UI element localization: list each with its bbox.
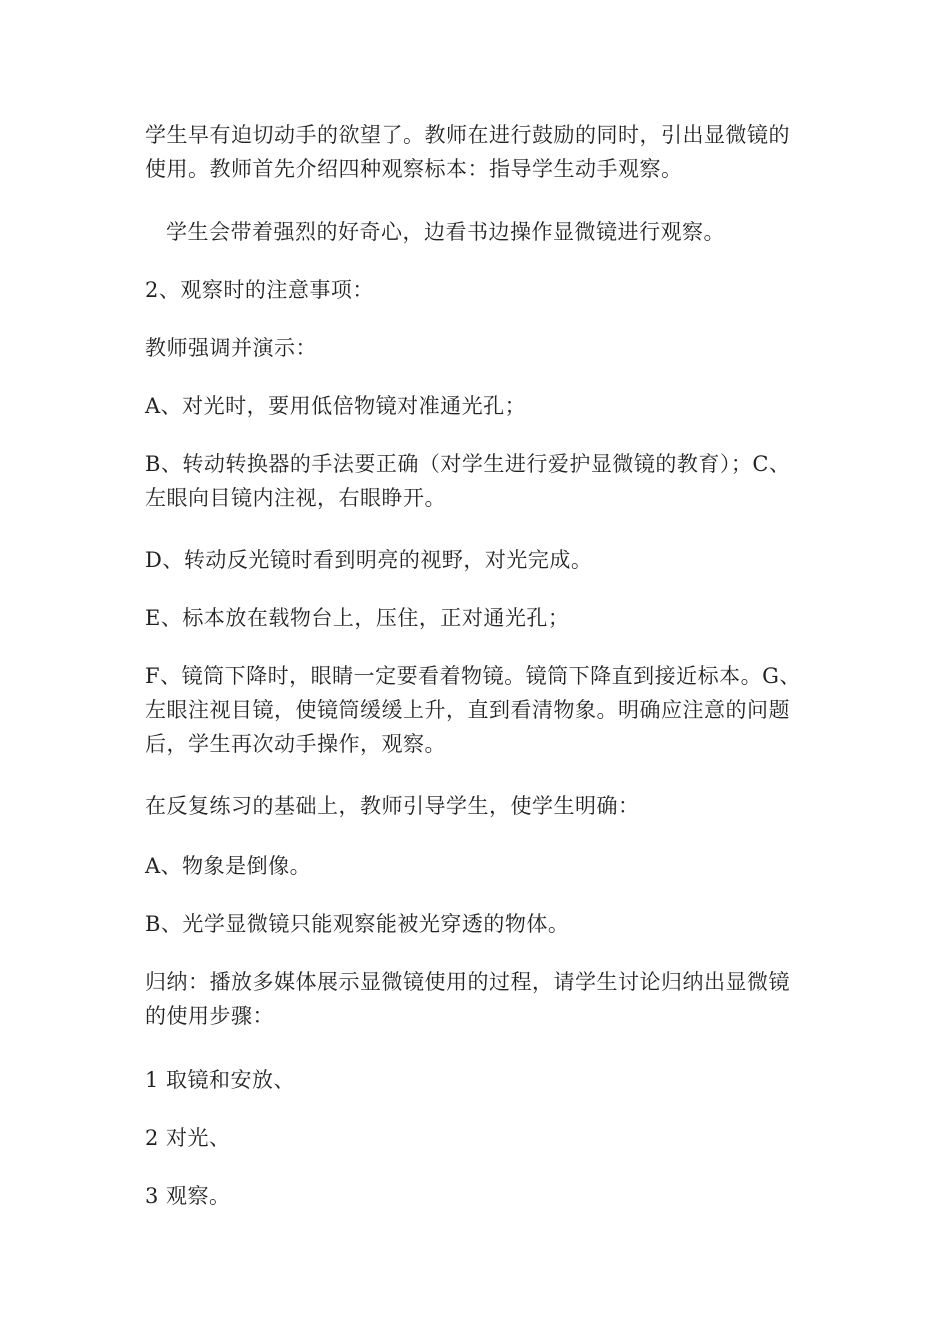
paragraph-point-b: B、光学显微镜只能观察能被光穿透的物体。: [145, 912, 570, 936]
paragraph-step-3: 3 观察。: [145, 1184, 231, 1208]
paragraph-item-a: A、对光时，要用低倍物镜对准通光孔；: [145, 394, 527, 418]
paragraph-item-e: E、标本放在载物台上，压住，正对通光孔；: [145, 606, 570, 630]
paragraph-microscope-intro: 学生早有迫切动手的欲望了。教师在进行鼓励的同时，引出显微镜的使用。教师首先介绍四种观察标本：指导学生动手观察。: [145, 123, 790, 181]
paragraph-step-1: 1 取镜和安放、: [145, 1068, 296, 1092]
paragraph-summary: 归纳：播放多媒体展示显微镜使用的过程，请学生讨论归纳出显微镜的使用步骤：: [145, 970, 790, 1028]
paragraph-teacher-demo: 教师强调并演示：: [145, 336, 317, 360]
paragraph-section-heading: 2、观察时的注意事项：: [145, 278, 374, 302]
paragraph-item-d: D、转动反光镜时看到明亮的视野，对光完成。: [145, 548, 593, 572]
paragraph-practice-conclusion: 在反复练习的基础上，教师引导学生，使学生明确：: [145, 794, 640, 818]
paragraph-student-observation: 学生会带着强烈的好奇心，边看书边操作显微镜进行观察。: [166, 220, 725, 244]
paragraph-step-2: 2 对光、: [145, 1126, 231, 1150]
paragraph-point-a: A、物象是倒像。: [145, 854, 312, 878]
paragraph-item-f-g: F、镜筒下降时，眼睛一定要看着物镜。镜筒下降直到接近标本。G、左眼注视目镜，使镜筒缓缓上升，直到看清物象。明确应注意的问题后，学生再次动手操作，观察。: [145, 664, 801, 756]
paragraph-item-b-c: B、转动转换器的手法要正确（对学生进行爱护显微镜的教育）；C、左眼向目镜内注视，右眼睁开。: [145, 452, 791, 510]
